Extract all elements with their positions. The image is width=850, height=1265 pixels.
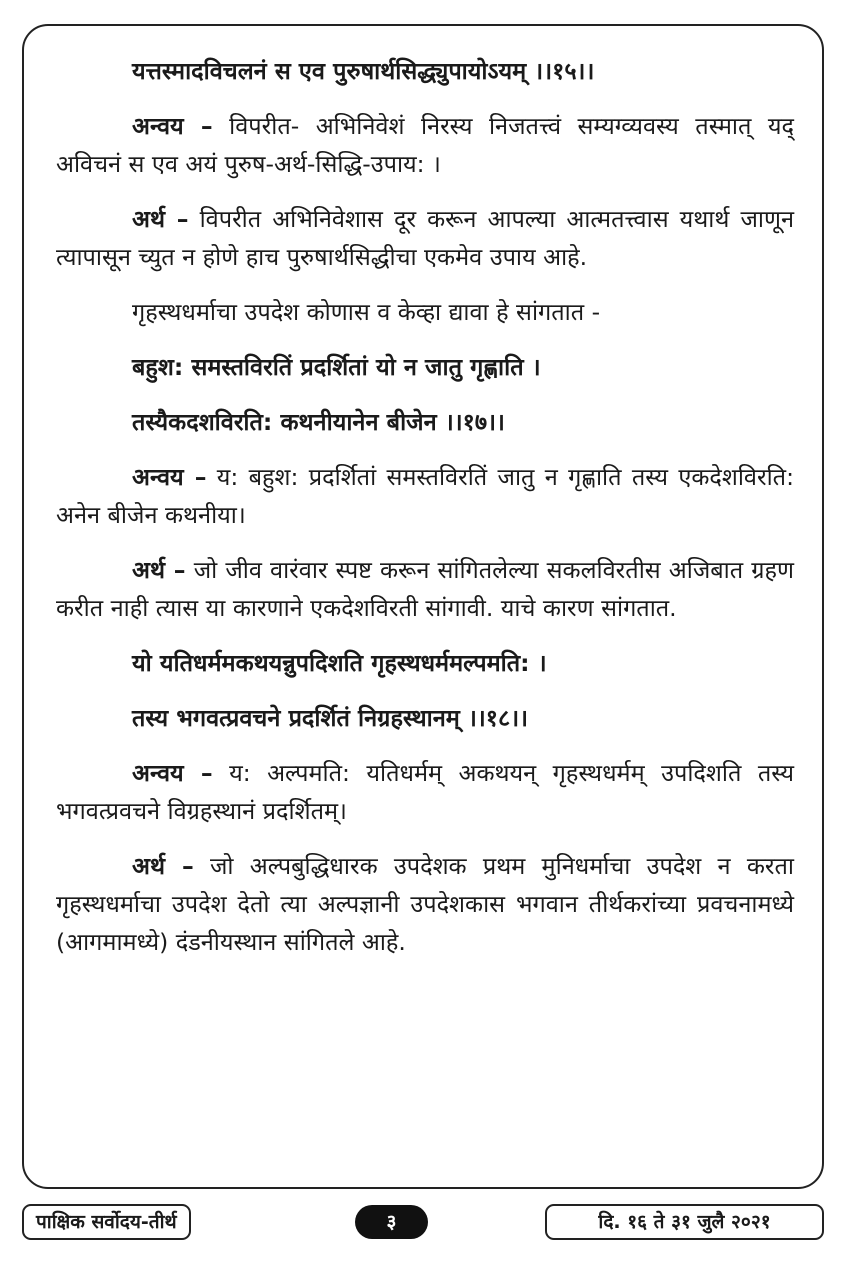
arth-15-paragraph [56, 200, 794, 276]
page-number: ३ [355, 1205, 428, 1239]
verse-18-line-1: यो यतिधर्ममकथयन्नुपदिशति गृहस्थधर्ममल्पमति: । [132, 649, 547, 677]
anvay-label: अन्वय – [132, 112, 213, 140]
issue-date: दि. १६ ते ३१ जुलै २०२१ [545, 1204, 824, 1240]
arth-text: विपरीत अभिनिवेशास दूर करून आपल्या आत्मतत्त्वास यथार्थ जाणून त्यापासून च्युत न होणे हाच पुरुषार्थसिद्धीचा एकमेव उपाय आहे. [56, 205, 794, 271]
verse-18-line-2: तस्य भगवत्प्रवचने प्रदर्शितं निग्रहस्थानम् ।।१८।। [132, 704, 529, 732]
anvay-text: य: बहुश: प्रदर्शितां समस्तविरतिं जातु न गृह्णाति तस्य एकदेशविरति: अनेन बीजेन कथनीया। [56, 463, 794, 529]
arth-label: अर्थ – [132, 556, 186, 584]
verse-15-line: यत्तस्मादविचलनं स एव पुरुषार्थसिद्ध्युपायोऽयम् ।।१५।। [132, 57, 595, 85]
page-content [56, 52, 794, 978]
anvay-15-paragraph [56, 107, 794, 183]
intro-17: गृहस्थधर्माचा उपदेश कोणास व केव्हा द्यावा हे सांगतात - [132, 298, 601, 326]
verse-17-line-1: बहुश: समस्तविरतिं प्रदर्शितां यो न जातु गृह्णाति । [132, 353, 541, 381]
arth-text: जो जीव वारंवार स्पष्ट करून सांगितलेल्या सकलविरतीस अजिबात ग्रहण करीत नाही त्यास या कारणाने एकदेशविरती सांगावी. याचे कारण सांगतात. [56, 556, 794, 622]
arth-label: अर्थ – [132, 852, 194, 880]
anvay-17-paragraph [56, 458, 794, 534]
anvay-label: अन्वय – [132, 759, 213, 787]
anvay-text: य: अल्पमति: यतिधर्मम् अकथयन् गृहस्थधर्मम् उपदिशति तस्य भगवत्प्रवचने विग्रहस्थानं प्रदर्शितम्। [56, 759, 794, 825]
arth-text: जो अल्पबुद्धिधारक उपदेशक प्रथम मुनिधर्माचा उपदेश न करता गृहस्थधर्माचा उपदेश देतो त्या अल्पज्ञानी उपदेशकास भगवान तीर्थकरांच्या प्रवचनामध्ये (आगमामध्ये) दंडनीयस्थान सांगितले आहे. [56, 852, 794, 956]
publication-name: पाक्षिक सर्वोदय-तीर्थ [22, 1204, 191, 1240]
verse-17-line-2: तस्यैकदशविरति: कथनीयानेन बीजेन ।।१७।। [132, 408, 505, 436]
arth-17-paragraph [56, 551, 794, 627]
arth-18-paragraph [56, 847, 794, 961]
anvay-18-paragraph [56, 754, 794, 830]
anvay-text: विपरीत- अभिनिवेशं निरस्य निजतत्त्वं सम्यग्व्यवस्य तस्मात् यद् अविचनं स एव अयं पुरुष-अर्थ-सिद्धि-उपाय: । [56, 112, 794, 178]
arth-label: अर्थ – [132, 205, 189, 233]
anvay-label: अन्वय – [132, 463, 207, 491]
